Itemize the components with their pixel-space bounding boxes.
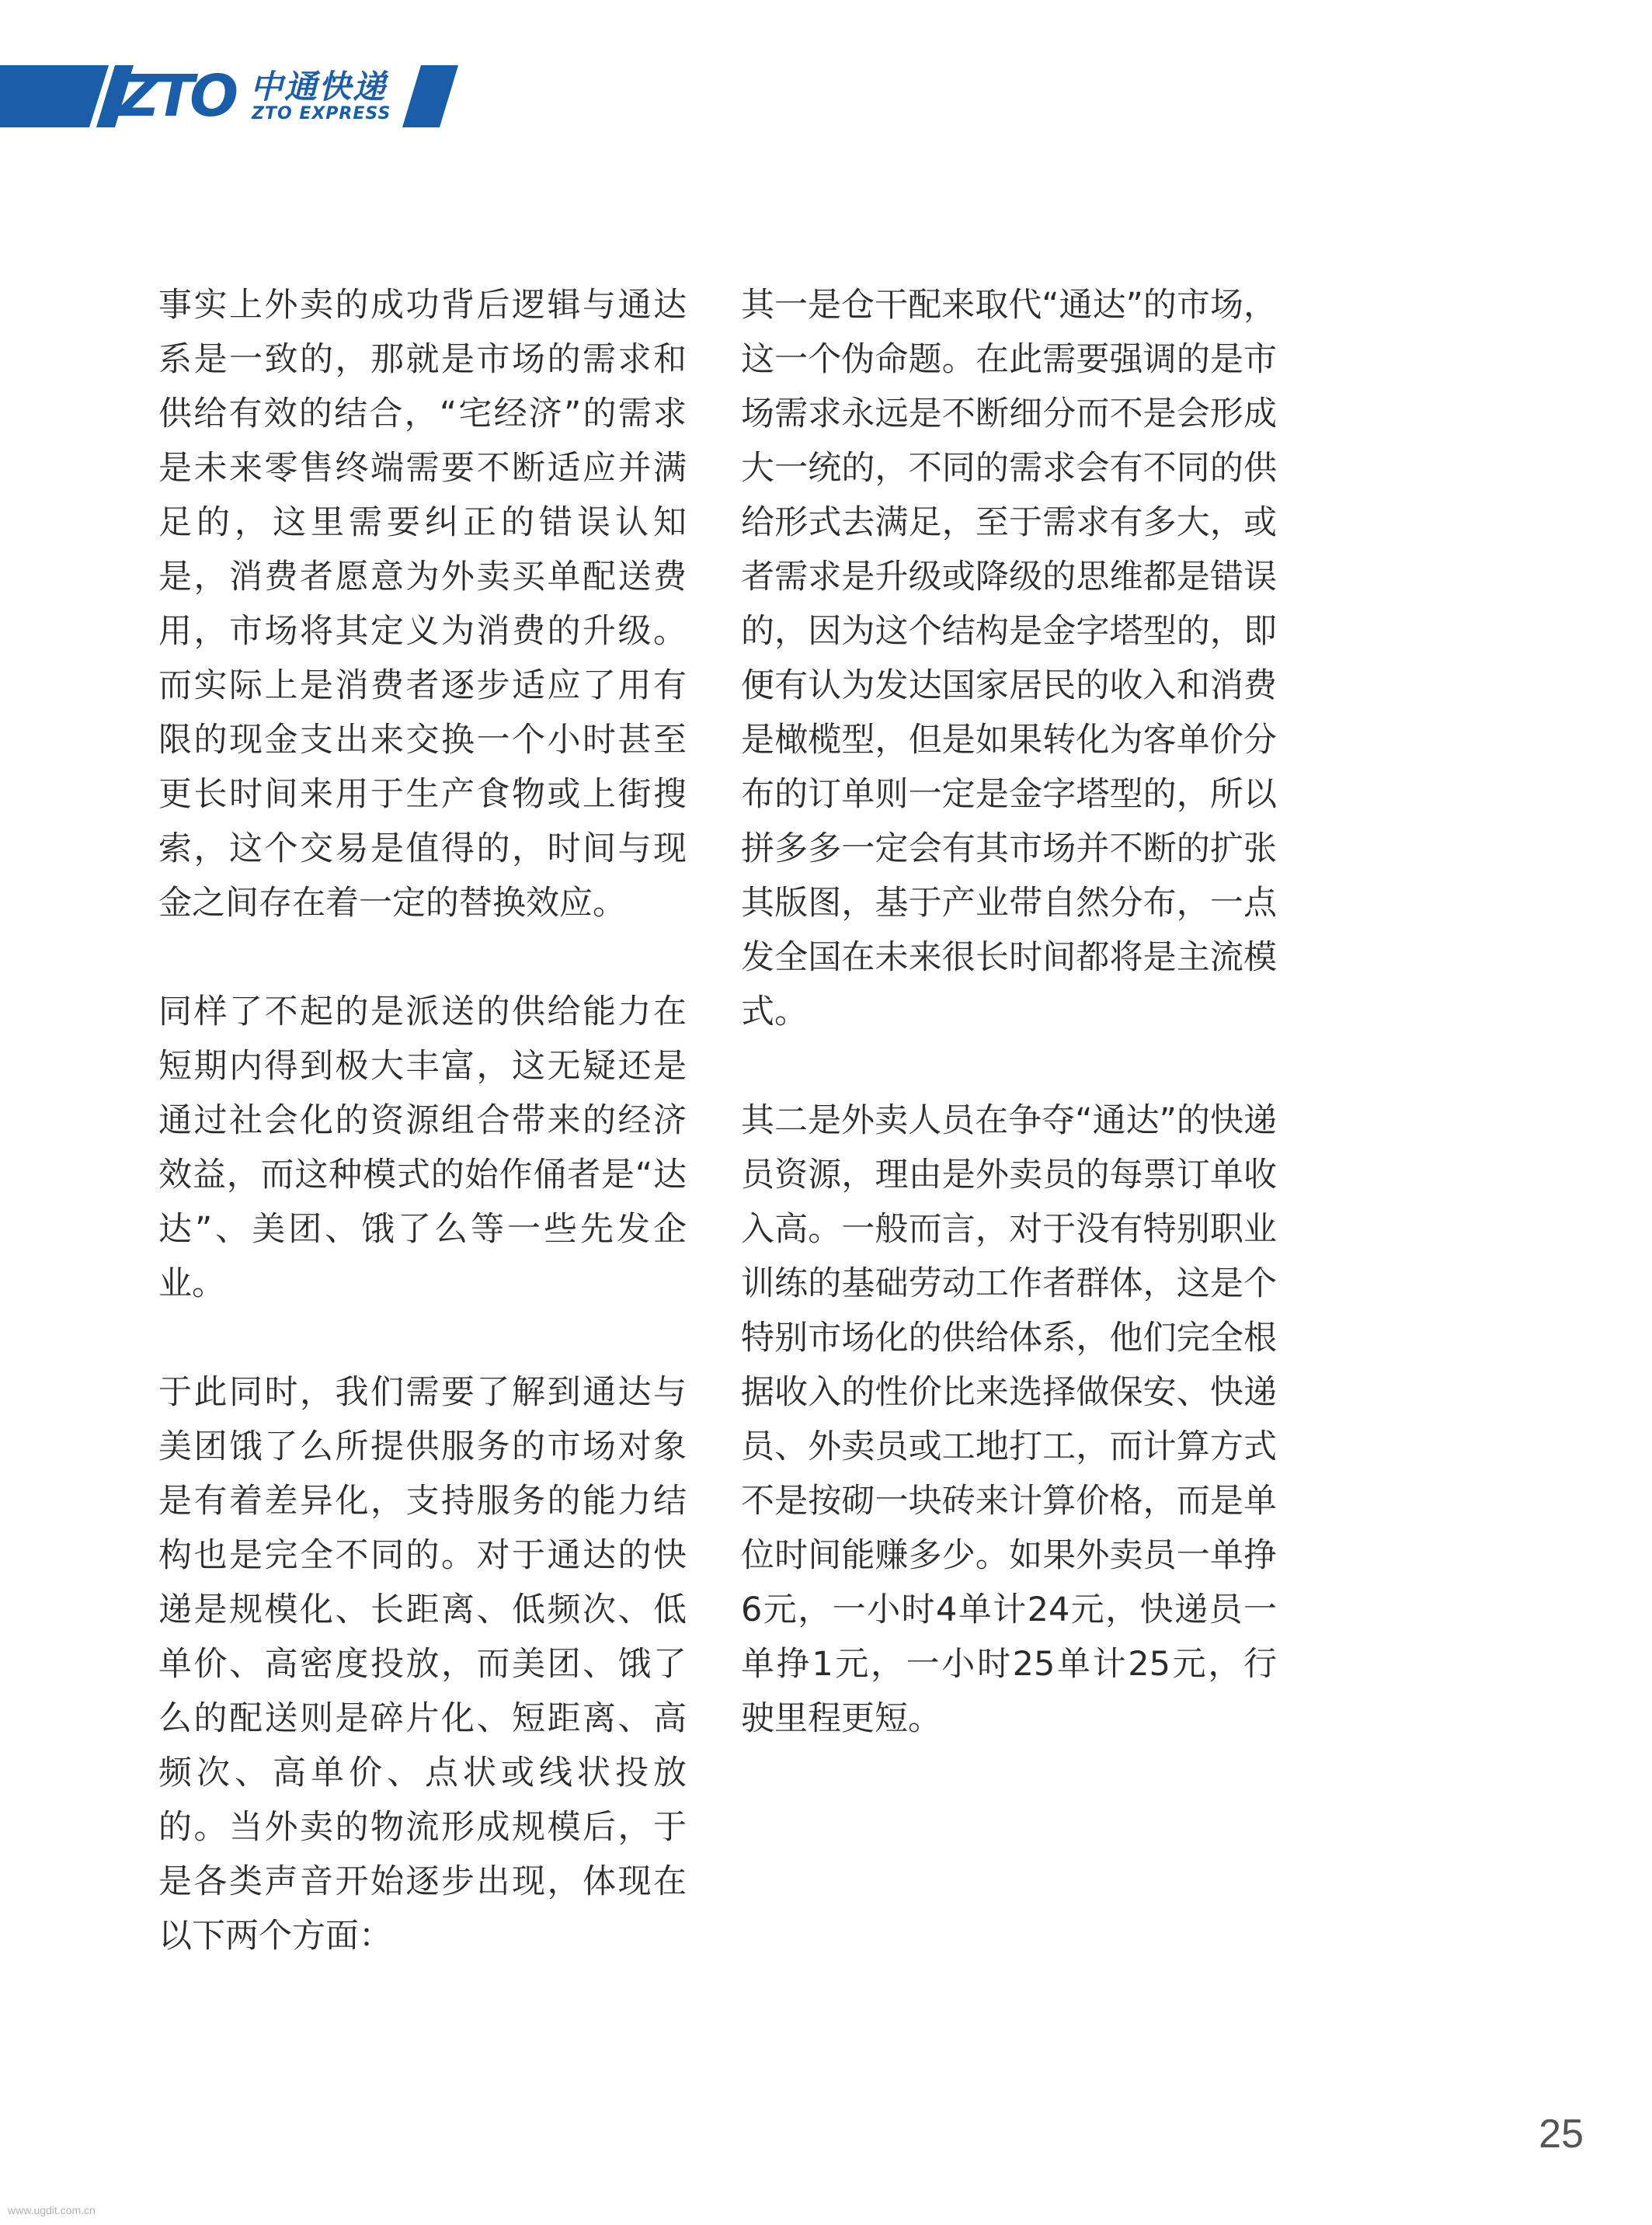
paragraph: 其二是外卖人员在争夺“通达”的快递员资源，理由是外卖员的每票订单收入高。一般而言，对于没有特别职业训练的基础劳动工作者群体，这是个特别市场化的供给体系，他们完全根据收入的性价比来选择做保安、快递员、外卖员或工地打工，而计算方式不是按砌一块砖来计算价格，而是单位时间能赚多少。如果外卖员一单挣6元，一小时4单计24元，快递员一单挣1元，一小时25单计25元，行驶里程更短。: [741, 1101, 1277, 1738]
page-number: 25: [1539, 2112, 1584, 2157]
logo-chinese-name: 中通快递: [250, 68, 388, 106]
logo-english-name: ZTO EXPRESS: [252, 104, 391, 123]
right-column: [741, 278, 1277, 1800]
header-logo-banner: [0, 63, 466, 130]
paragraph: 于此同时，我们需要了解到通达与美团饿了么所提供服务的市场对象是有着差异化，支持服务的能力结构也是完全不同的。对于通达的快递是规模化、长距离、低频次、低单价、高密度投放，而美团、饿了么的配送则是碎片化、短距离、高频次、高单价、点状或线状投放的。当外卖的物流形成规模后，于是各类声音开始逐步出现，体现在以下两个方面：: [158, 1373, 687, 1956]
logo-mark: ZTO: [118, 63, 235, 130]
paragraph: 事实上外卖的成功背后逻辑与通达系是一致的，那就是市场的需求和供给有效的结合，“宅经济”的需求是未来零售终端需要不断适应并满足的，这里需要纠正的错误认知是，消费者愿意为外卖买单配送费用，市场将其定义为消费的升级。而实际上是消费者逐步适应了用有限的现金支出来交换一个小时甚至更长时间来用于生产食物或上街搜索，这个交易是值得的，时间与现金之间存在着一定的替换效应。: [158, 286, 687, 923]
paragraph: 同样了不起的是派送的供给能力在短期内得到极大丰富，这无疑还是通过社会化的资源组合带来的经济效益，而这种模式的始作俑者是“达达”、美团、饿了么等一些先发企业。: [158, 993, 687, 1303]
left-column: [158, 278, 687, 2018]
paragraph: 其一是仓干配来取代“通达”的市场，这一个伪命题。在此需要强调的是市场需求永远是不断细分而不是会形成大一统的，不同的需求会有不同的供给形式去满足，至于需求有多大，或者需求是升级或降级的思维都是错误的，因为这个结构是金字塔型的，即便有认为发达国家居民的收入和消费是橄榄型，但是如果转化为客单价分布的订单则一定是金字塔型的，所以拼多多一定会有其市场并不断的扩张其版图，基于产业带自然分布，一点发全国在未来很长时间都将是主流模式。: [741, 286, 1277, 1031]
watermark: www.ugdit.com.cn: [8, 2204, 96, 2216]
